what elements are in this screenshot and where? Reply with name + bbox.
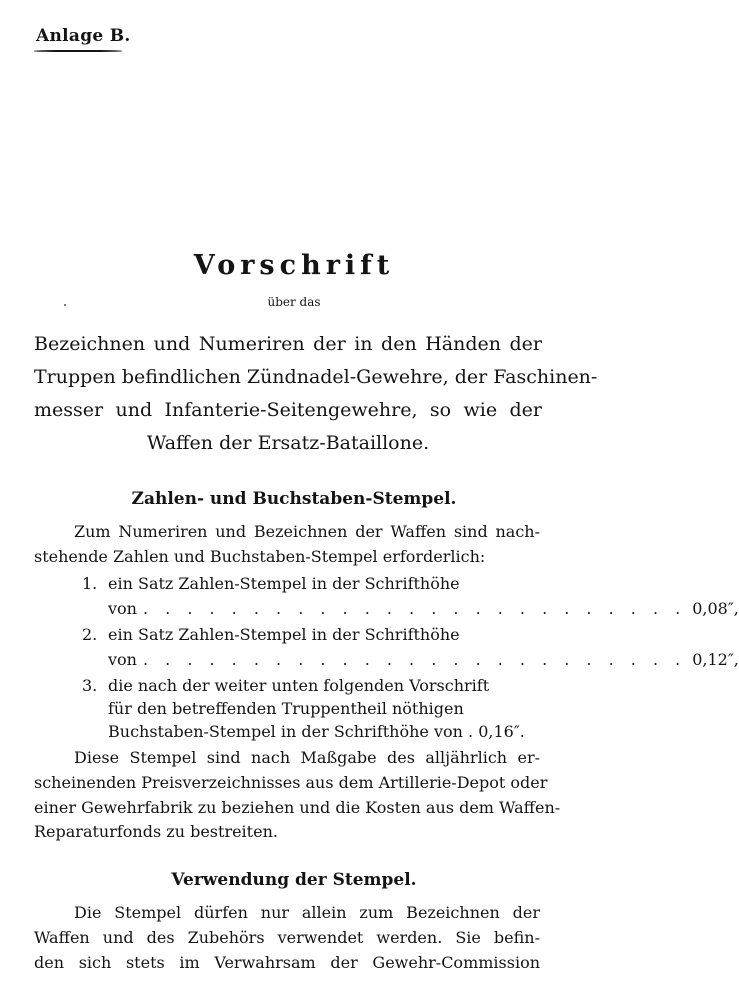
leader-dots: . . . . . . . . . . . . . . . . . . . . . . . . . [142, 650, 687, 669]
list-item-text: für den betreffenden Truppentheil nöthigen [108, 699, 464, 718]
stray-dot-mark [64, 304, 66, 306]
section-heading-stamps: Zahlen- und Buchstaben-Stempel. [131, 489, 457, 509]
paragraph-line: den sich stets im Verwahrsam der Gewehr-Commission [34, 953, 540, 972]
paragraph-line: einer Gewehrfabrik zu beziehen und die Kosten aus dem Waffen- [34, 798, 561, 817]
list-item-text: die nach der weiter unten folgenden Vorschrift [108, 676, 490, 695]
description-line: Bezeichnen und Numeriren der in den Händen der [34, 333, 542, 355]
paragraph-line: Diese Stempel sind nach Maßgabe des alljährlich er- [74, 748, 540, 767]
paragraph-line: Zum Numeriren und Bezeichnen der Waffen sind nach- [74, 522, 540, 541]
description-line: messer und Infanterie-Seitengewehre, so wie der [34, 399, 542, 421]
description-line: Truppen befindlichen Zündnadel-Gewehre, der Faschinen- [34, 366, 598, 388]
annex-label: Anlage B. [36, 26, 131, 46]
list-item-leader-row [108, 599, 739, 618]
paragraph-line: Reparaturfonds zu bestreiten. [34, 822, 278, 841]
leader-dots: . . . . . . . . . . . . . . . . . . . . . . . . . [142, 599, 687, 618]
section-heading-usage: Verwendung der Stempel. [171, 870, 417, 890]
document-subtitle: über das [267, 295, 321, 309]
list-item-text: Buchstaben-Stempel in der Schrifthöhe von . 0,16″. [108, 722, 525, 741]
paragraph-line: Die Stempel dürfen nur allein zum Bezeichnen der [74, 903, 540, 922]
list-item-text: ein Satz Zahlen-Stempel in der Schrifthöhe [108, 574, 460, 593]
document-title: Vorschrift [193, 250, 395, 281]
paragraph-line: scheinenden Preisverzeichnisses aus dem Artillerie-Depot oder [34, 773, 548, 792]
paragraph-line: stehende Zahlen und Buchstaben-Stempel erforderlich: [34, 547, 486, 566]
description-line: Waffen der Ersatz-Bataillone. [146, 432, 430, 454]
leader-label: von [108, 650, 137, 669]
paragraph-line: Waffen und des Zubehörs verwendet werden. Sie befin- [34, 928, 540, 947]
font-height-value: 0,08″, [692, 599, 739, 618]
list-item-number: 1. [82, 574, 98, 593]
list-item-number: 3. [82, 676, 98, 695]
list-item-number: 2. [82, 625, 98, 644]
list-item-text: ein Satz Zahlen-Stempel in der Schrifthöhe [108, 625, 460, 644]
annex-underline [34, 50, 122, 52]
leader-label: von [108, 599, 137, 618]
list-item-leader-row [108, 650, 739, 669]
font-height-value: 0,12″, [692, 650, 739, 669]
